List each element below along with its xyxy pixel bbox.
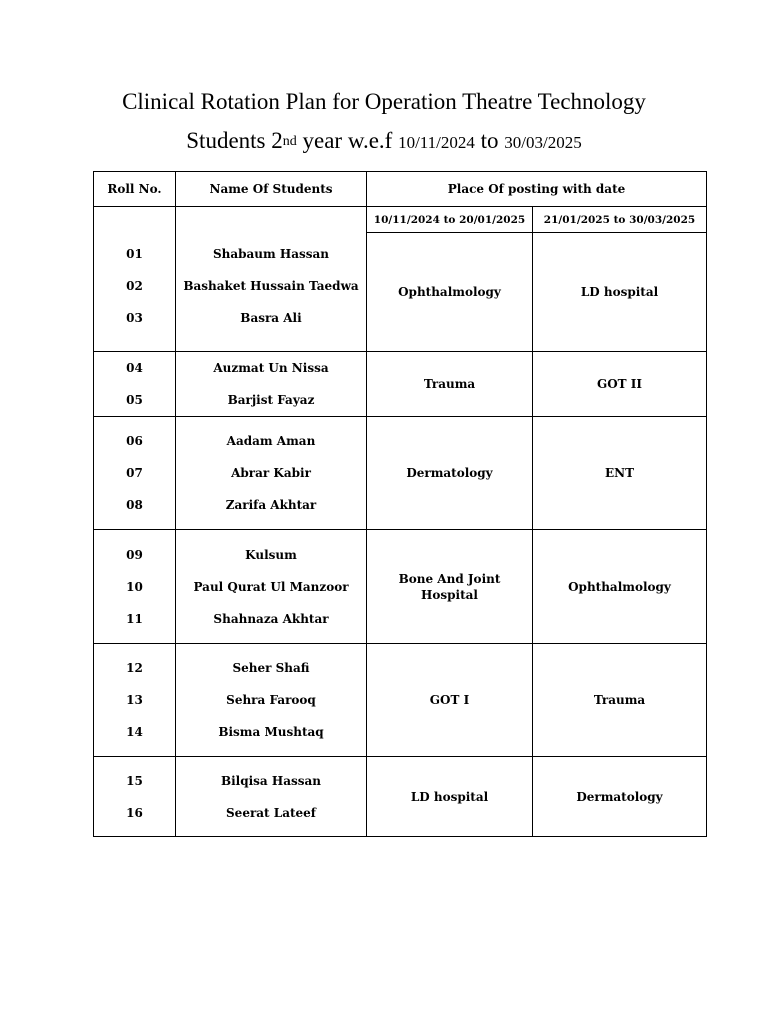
- roll-number: 14: [126, 725, 143, 739]
- roll-number: 03: [126, 311, 143, 325]
- student-name: Abrar Kabir: [231, 466, 311, 480]
- page-subtitle: [0, 127, 768, 159]
- posting-period-2: ENT: [533, 417, 707, 530]
- posting-period-2: GOT II: [533, 352, 707, 417]
- posting-period-2: Dermatology: [533, 757, 707, 837]
- subtitle-prefix: Students 2: [186, 128, 283, 153]
- student-name: Bashaket Hussain Taedwa: [183, 279, 359, 293]
- roll-number: 04: [126, 361, 143, 375]
- header-place-of-posting: Place Of posting with date: [367, 172, 707, 207]
- roll-number: 05: [126, 393, 143, 407]
- posting-period-1: GOT I: [367, 644, 533, 757]
- group-row: [94, 417, 707, 530]
- subtitle-mid: year w.e.f: [296, 128, 399, 153]
- group-row: [94, 530, 707, 644]
- roll-number: 16: [126, 805, 143, 820]
- roll-number: 02: [126, 279, 143, 293]
- names-cell: [176, 207, 367, 352]
- roll-cell: [94, 757, 176, 837]
- student-name: Shabaum Hassan: [212, 247, 330, 261]
- header-student-name: Name Of Students: [176, 172, 367, 207]
- student-name: Shahnaza Akhtar: [213, 611, 329, 626]
- subtitle-date-from: 10/11/2024: [398, 133, 475, 152]
- student-name: Seher Shafi: [232, 661, 310, 675]
- student-name: Aadam Aman: [226, 434, 316, 448]
- student-name: Sehra Farooq: [226, 693, 316, 707]
- names-cell: [176, 352, 367, 417]
- roll-number: 09: [126, 547, 143, 562]
- group-row: [94, 757, 707, 837]
- posting-period-1: Ophthalmology: [367, 233, 533, 352]
- roll-cell: [94, 530, 176, 644]
- posting-period-1: Bone And Joint Hospital: [367, 530, 533, 644]
- roll-number: 12: [126, 661, 143, 675]
- roll-number: 08: [126, 498, 143, 512]
- student-name: Paul Qurat Ul Manzoor: [193, 579, 349, 594]
- roll-number: 13: [126, 693, 143, 707]
- group-row: [94, 352, 707, 417]
- rotation-table: [93, 171, 707, 837]
- student-name: Seerat Lateef: [226, 805, 316, 820]
- header-row: [94, 172, 707, 207]
- subtitle-to: to: [474, 128, 505, 153]
- header-period-2: 21/01/2025 to 30/03/2025: [533, 207, 707, 233]
- student-name: Auzmat Un Nissa: [213, 361, 329, 375]
- group-row: [94, 644, 707, 757]
- student-name: Zarifa Akhtar: [225, 498, 317, 512]
- posting-period-1: LD hospital: [367, 757, 533, 837]
- roll-number: 10: [126, 579, 143, 594]
- subheader-row: [94, 207, 707, 233]
- student-name: Basra Ali: [240, 311, 302, 325]
- posting-period-2: Ophthalmology: [533, 530, 707, 644]
- roll-number: 06: [126, 434, 143, 448]
- header-roll-no: Roll No.: [94, 172, 176, 207]
- page-title: Clinical Rotation Plan for Operation Theatre Technology: [122, 89, 646, 114]
- student-name: Bilqisa Hassan: [220, 773, 322, 788]
- roll-number: 11: [126, 611, 143, 626]
- roll-number: 15: [126, 773, 143, 788]
- posting-period-1: Trauma: [367, 352, 533, 417]
- subtitle-date-to: 30/03/2025: [504, 133, 582, 152]
- roll-number: 07: [126, 466, 143, 480]
- posting-period-2: LD hospital: [533, 233, 707, 352]
- names-cell: [176, 644, 367, 757]
- names-cell: [176, 757, 367, 837]
- student-name: Bisma Mushtaq: [218, 725, 324, 739]
- roll-number: 01: [126, 247, 143, 261]
- roll-cell: [94, 352, 176, 417]
- header-period-1: 10/11/2024 to 20/01/2025: [367, 207, 533, 233]
- student-name: Barjist Fayaz: [227, 393, 315, 407]
- roll-cell: [94, 644, 176, 757]
- roll-cell: [94, 207, 176, 352]
- names-cell: [176, 530, 367, 644]
- names-cell: [176, 417, 367, 530]
- posting-period-2: Trauma: [533, 644, 707, 757]
- student-name: Kulsum: [245, 547, 297, 562]
- roll-cell: [94, 417, 176, 530]
- subtitle-ordinal-suffix: nd: [282, 134, 297, 149]
- posting-period-1: Dermatology: [367, 417, 533, 530]
